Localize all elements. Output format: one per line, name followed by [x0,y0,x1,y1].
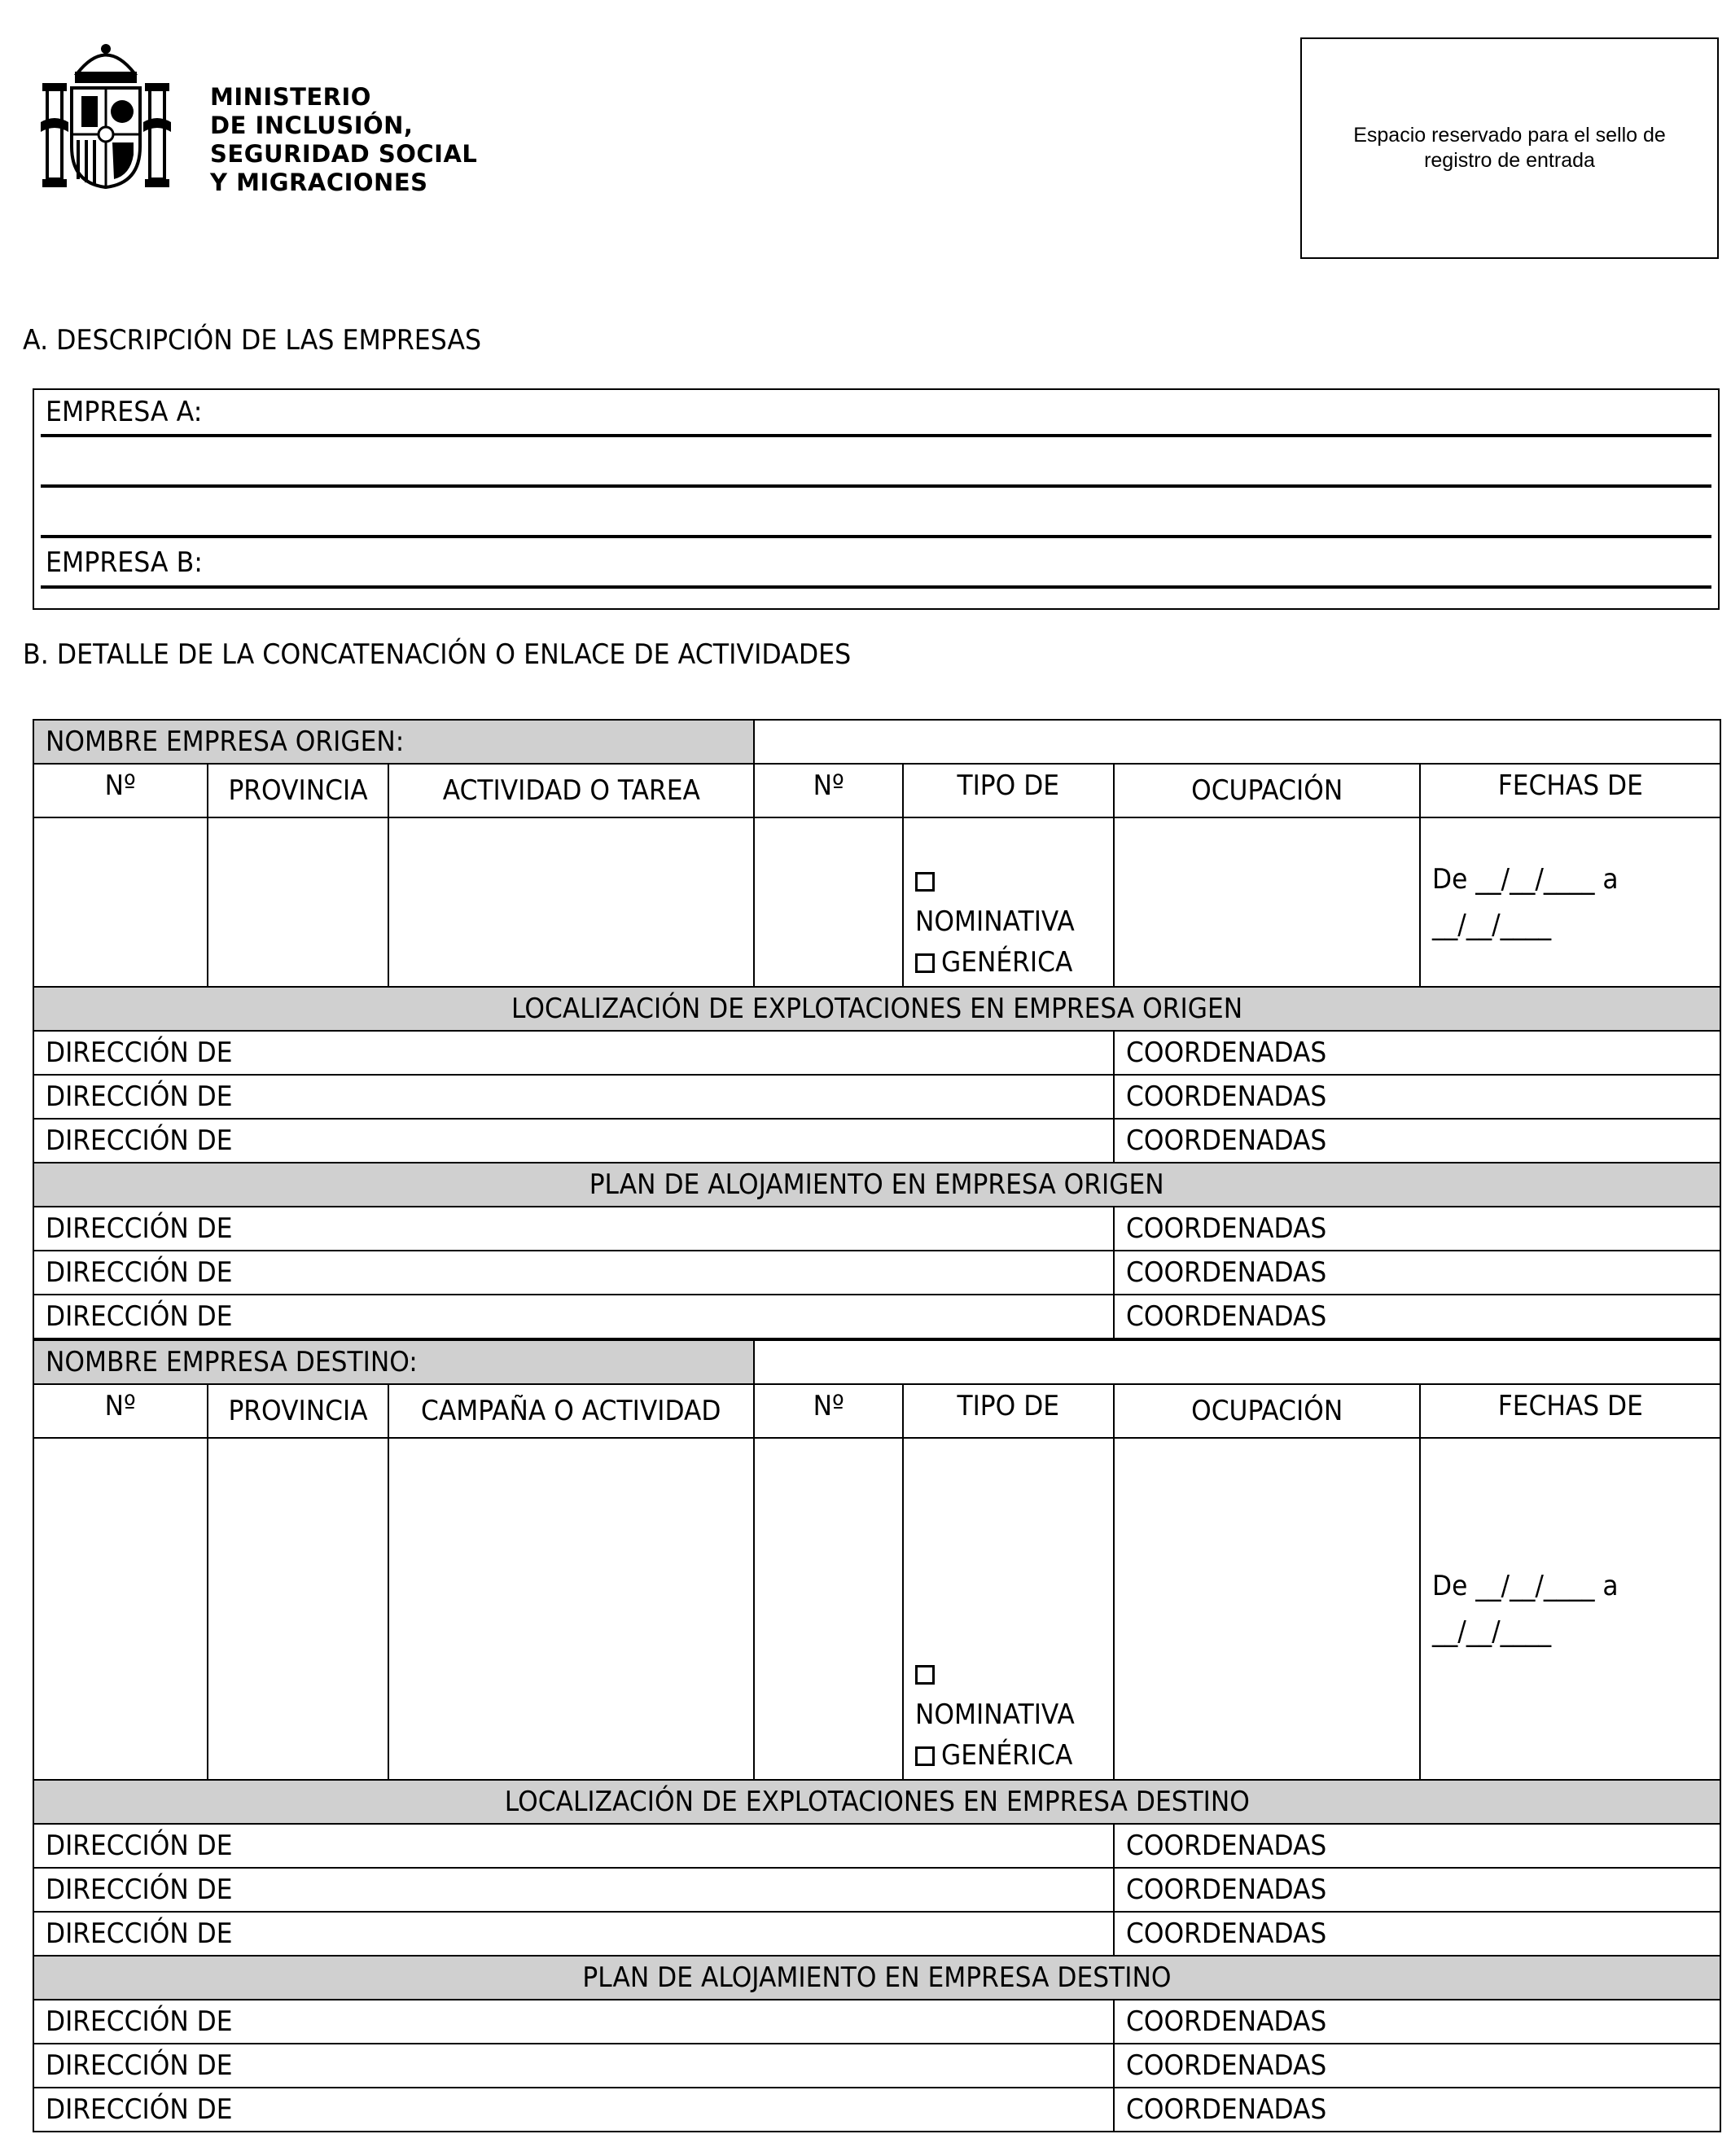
origen-tipo-cell [903,817,1114,987]
destino-num-trabajadores-field[interactable] [754,1438,903,1780]
coordenadas-field[interactable]: COORDENADAS [1114,1075,1720,1119]
section-a-title: A. DESCRIPCIÓN DE LAS EMPRESAS [23,324,482,357]
direccion-field[interactable]: DIRECCIÓN DE [33,1295,1114,1339]
coordenadas-field[interactable]: COORDENADAS [1114,1207,1720,1251]
coordenadas-field[interactable]: COORDENADAS [1114,1119,1720,1163]
coordenadas-field[interactable]: COORDENADAS [1114,1912,1720,1956]
coordenadas-field[interactable]: COORDENADAS [1114,1031,1720,1075]
fecha-line-1: De __/__/____ a [1432,1570,1619,1602]
col-header-tipo: TIPO DE [903,1384,1114,1438]
empresa-a-line-3[interactable] [41,535,1711,538]
empresa-b-line-1[interactable] [41,585,1711,589]
origen-num-trabajadores-field[interactable] [754,817,903,987]
col-header-num: Nº [33,764,208,817]
ministry-name [210,83,477,197]
coordenadas-field[interactable]: COORDENADAS [1114,1251,1720,1295]
destino-campana-field[interactable] [388,1438,754,1780]
direccion-field[interactable]: DIRECCIÓN DE [33,1031,1114,1075]
nominativa-checkbox[interactable] [915,1665,935,1685]
col-header-provincia: PROVINCIA [208,764,388,817]
direccion-field[interactable]: DIRECCIÓN DE [33,1075,1114,1119]
section-b-title: B. DETALLE DE LA CONCATENACIÓN O ENLACE DE ACTIVIDADES [23,638,852,671]
origen-ocupacion-field[interactable] [1114,817,1420,987]
destino-fechas-field[interactable] [1420,1438,1720,1780]
spain-coat-of-arms-icon [41,41,171,195]
coordenadas-field[interactable]: COORDENADAS [1114,1868,1720,1912]
destino-tipo-cell [903,1438,1114,1780]
col-header-campana: CAMPAÑA O ACTIVIDAD [388,1384,754,1438]
alojamiento-origen-header: PLAN DE ALOJAMIENTO EN EMPRESA ORIGEN [33,1163,1720,1207]
empresa-origen-table [33,719,1721,1339]
origen-fechas-field[interactable] [1420,817,1720,987]
col-header-ocupacion: OCUPACIÓN [1114,1384,1420,1438]
origen-actividad-field[interactable] [388,817,754,987]
fecha-line-1: De __/__/____ a [1432,863,1619,896]
empresa-destino-table [33,1339,1721,2132]
direccion-field[interactable]: DIRECCIÓN DE [33,1119,1114,1163]
registration-stamp-box [1300,37,1719,259]
fecha-line-2: __/__/____ [1432,1615,1552,1648]
empresa-destino-name-label: NOMBRE EMPRESA DESTINO: [46,1346,418,1378]
direccion-field[interactable]: DIRECCIÓN DE [33,1868,1114,1912]
col-header-fechas: FECHAS DE [1420,1384,1720,1438]
col-header-tipo: TIPO DE [903,764,1114,817]
ministry-line-3: SEGURIDAD SOCIAL [210,140,478,168]
destino-ocupacion-field[interactable] [1114,1438,1420,1780]
col-header-actividad: ACTIVIDAD O TAREA [388,764,754,817]
coordenadas-field[interactable]: COORDENADAS [1114,2000,1720,2044]
direccion-field[interactable]: DIRECCIÓN DE [33,2000,1114,2044]
alojamiento-destino-header: PLAN DE ALOJAMIENTO EN EMPRESA DESTINO [33,1956,1720,2000]
ministry-line-1: MINISTERIO [210,83,371,111]
fecha-line-2: __/__/____ [1432,909,1552,941]
empresas-description-box [33,388,1720,610]
empresa-a-label: EMPRESA A: [46,396,203,428]
empresa-destino-name-field[interactable] [754,1340,1720,1384]
direccion-field[interactable]: DIRECCIÓN DE [33,1207,1114,1251]
col-header-ocupacion: OCUPACIÓN [1114,764,1420,817]
col-header-num: Nº [33,1384,208,1438]
col-header-num-trabajadores: Nº [754,764,903,817]
empresa-origen-name-label-cell [33,720,754,764]
generica-label: GENÉRICA [941,946,1073,979]
nominativa-checkbox[interactable] [915,872,935,892]
origen-provincia-field[interactable] [208,817,388,987]
generica-checkbox[interactable] [915,1746,935,1766]
nominativa-label: NOMINATIVA [915,905,1075,938]
col-header-fechas: FECHAS DE [1420,764,1720,817]
direccion-field[interactable]: DIRECCIÓN DE [33,1824,1114,1868]
generica-label: GENÉRICA [941,1739,1073,1772]
localizacion-destino-header: LOCALIZACIÓN DE EXPLOTACIONES EN EMPRESA DESTINO [33,1780,1720,1824]
direccion-field[interactable]: DIRECCIÓN DE [33,1912,1114,1956]
destino-num-field[interactable] [33,1438,208,1780]
origen-num-field[interactable] [33,817,208,987]
col-header-num-trabajadores: Nº [754,1384,903,1438]
direccion-field[interactable]: DIRECCIÓN DE [33,2044,1114,2088]
direccion-field[interactable]: DIRECCIÓN DE [33,1251,1114,1295]
ministry-line-2: DE INCLUSIÓN, [210,112,414,139]
empresa-b-label: EMPRESA B: [46,546,203,579]
empresa-destino-name-label-cell [33,1340,754,1384]
empresa-origen-name-label: NOMBRE EMPRESA ORIGEN: [46,725,405,758]
generica-checkbox[interactable] [915,953,935,973]
destino-provincia-field[interactable] [208,1438,388,1780]
ministry-line-4: Y MIGRACIONES [210,169,428,196]
direccion-field[interactable]: DIRECCIÓN DE [33,2088,1114,2132]
stamp-text: Espacio reservado para el sello de registro de entrada [1353,124,1666,172]
empresa-origen-name-field[interactable] [754,720,1720,764]
coordenadas-field[interactable]: COORDENADAS [1114,2044,1720,2088]
col-header-provincia: PROVINCIA [208,1384,388,1438]
coordenadas-field[interactable]: COORDENADAS [1114,2088,1720,2132]
empresa-a-line-2[interactable] [41,484,1711,488]
empresa-a-line-1[interactable] [41,434,1711,437]
coordenadas-field[interactable]: COORDENADAS [1114,1295,1720,1339]
coordenadas-field[interactable]: COORDENADAS [1114,1824,1720,1868]
localizacion-origen-header: LOCALIZACIÓN DE EXPLOTACIONES EN EMPRESA ORIGEN [33,987,1720,1031]
nominativa-label: NOMINATIVA [915,1698,1075,1731]
